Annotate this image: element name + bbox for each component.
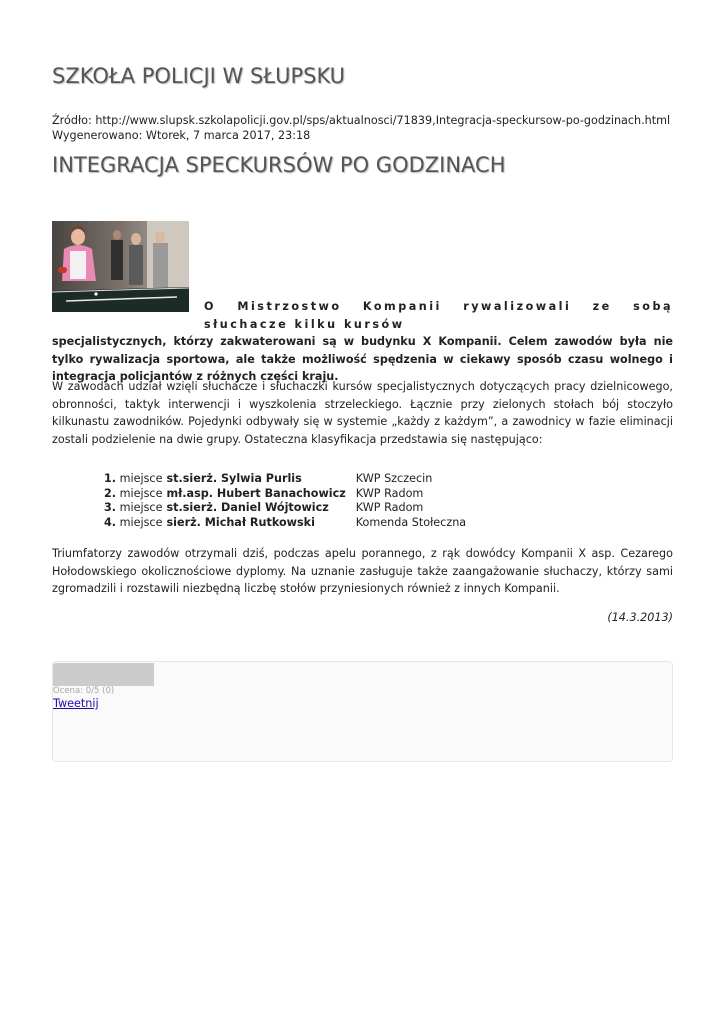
results-table xyxy=(104,472,472,531)
rating-stars[interactable] xyxy=(53,663,154,686)
article-title: INTEGRACJA SPECKURSÓW PO GODZINACH xyxy=(52,153,506,177)
result-unit: KWP Radom xyxy=(355,501,424,515)
result-name xyxy=(166,472,355,487)
competitor-name: mł.asp. Hubert Banachowicz xyxy=(166,486,346,500)
rating-box xyxy=(52,661,673,762)
site-title: SZKOŁA POLICJI W SŁUPSKU xyxy=(52,64,346,88)
result-unit: KWP Radom xyxy=(355,486,424,500)
place-number: 4. xyxy=(104,516,117,530)
article-lead xyxy=(52,298,673,386)
place-label: miejsce xyxy=(119,486,163,500)
source-url: Źródło: http://www.slupsk.szkolapolicji.gov.pl/sps/aktualnosci/71839,Integracja-speckursow-po-godzinach.html xyxy=(52,114,671,127)
tweet-link[interactable]: Tweetnij xyxy=(53,697,99,710)
place-label: miejsce xyxy=(119,516,163,530)
result-name xyxy=(166,501,355,516)
result-place xyxy=(104,472,166,487)
meta-info xyxy=(52,114,670,143)
place-number: 3. xyxy=(104,501,117,515)
competitor-name: sierż. Michał Rutkowski xyxy=(166,516,315,530)
competitor-name: st.sierż. Daniel Wójtowicz xyxy=(166,501,329,515)
result-row xyxy=(104,516,472,531)
result-name xyxy=(166,487,355,502)
result-place xyxy=(104,501,166,516)
result-row xyxy=(104,472,472,487)
result-unit: KWP Szczecin xyxy=(355,472,433,485)
competitor-name: st.sierż. Sylwia Purlis xyxy=(166,472,302,485)
article-paragraph-1: W zawodach udział wzięli słuchacze i słuchaczki kursów specjalistycznych dotyczących pracy dzielnicowego, obronności, taktyk interwencji i wyszkolenia strzeleckiego. Łącznie przy zielonych stołach bój stoczyło kilkunastu zawodników. Pojedynki odbywały się w systemie „każdy z każdym”, a zawodnicy w fazie eliminacji zostali podzielenie na dwie grupy. Ostateczna klasyfikacja przedstawia się następująco: xyxy=(52,380,673,446)
generated-date: Wygenerowano: Wtorek, 7 marca 2017, 23:18 xyxy=(52,128,311,142)
result-place xyxy=(104,487,166,502)
article-date: (14.3.2013) xyxy=(607,611,673,624)
result-unit: Komenda Stołeczna xyxy=(355,516,467,530)
article-paragraph-2: Triumfatorzy zawodów otrzymali dziś, podczas apelu porannego, z rąk dowódcy Kompanii X asp. Cezarego Hołodowskiego okolicznościowe dyplomy. Na uznanie zasługuje także zaangażowanie słuchaczy, którzy sami zgromadzili i rozstawili niezbędną liczbę stołów przyniesionych również z innych Kompanii. xyxy=(52,547,673,595)
place-label: miejsce xyxy=(119,472,163,485)
rating-text: Ocena: 0/5 (0) xyxy=(53,686,115,696)
result-name xyxy=(166,516,355,531)
place-number: 2. xyxy=(104,486,117,500)
result-row xyxy=(104,501,472,516)
result-row xyxy=(104,487,472,502)
place-label: miejsce xyxy=(119,501,163,515)
lead-rest: specjalistycznych, którzy zakwaterowani są w budynku X Kompanii. Celem zawodów była nie tylko rywalizacja sportowa, ale także możliwość spędzenia w ciekawy sposób czasu wolnego i integracja policjantów z różnych części kraju. xyxy=(52,335,673,383)
lead-first-line: O Mistrzostwo Kompanii rywalizowali ze sobą słuchacze kilku kursów xyxy=(204,300,673,331)
place-number: 1. xyxy=(104,472,117,485)
result-place xyxy=(104,516,166,531)
